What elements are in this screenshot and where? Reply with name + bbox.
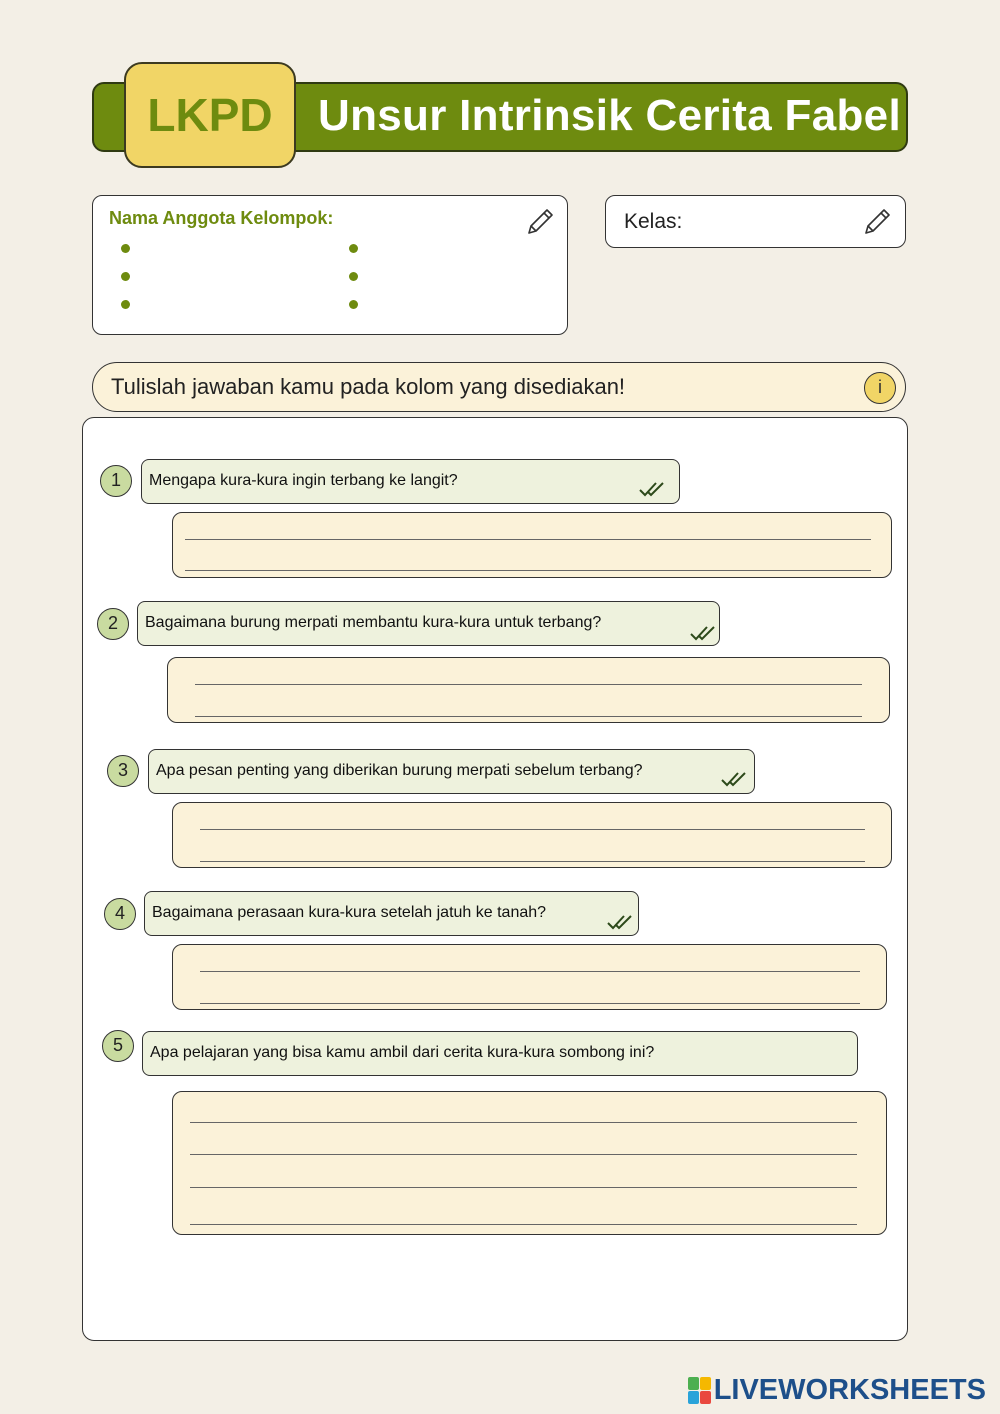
lkpd-badge: LKPD: [124, 62, 296, 168]
page-title: Unsur Intrinsik Cerita Fabel: [318, 91, 901, 140]
member-bullet: [349, 272, 358, 281]
member-bullet: [121, 272, 130, 281]
answer-line: [190, 1154, 857, 1155]
question-text: Apa pesan penting yang diberikan burung merpati sebelum terbang?: [156, 762, 643, 779]
answer-field[interactable]: [172, 1091, 887, 1235]
pencil-icon[interactable]: [523, 205, 557, 239]
answer-line: [200, 971, 860, 972]
class-field[interactable]: [605, 195, 906, 248]
answer-field[interactable]: [172, 802, 892, 868]
answer-line: [195, 684, 862, 685]
answer-line: [190, 1224, 857, 1225]
question-number: 3: [107, 755, 139, 787]
question-number: 1: [100, 465, 132, 497]
answer-line: [200, 829, 865, 830]
member-bullet: [349, 244, 358, 253]
answer-line: [200, 1003, 860, 1004]
question-text: Apa pelajaran yang bisa kamu ambil dari cerita kura-kura sombong ini?: [150, 1044, 655, 1061]
question-box: [142, 1031, 858, 1076]
member-bullet: [349, 300, 358, 309]
question-text: Bagaimana perasaan kura-kura setelah jatuh ke tanah?: [152, 904, 547, 921]
group-members-box: [92, 195, 568, 335]
question-text: Mengapa kura-kura ingin terbang ke langit?: [149, 472, 458, 489]
answer-field[interactable]: [172, 944, 887, 1010]
answer-field[interactable]: [167, 657, 890, 723]
liveworksheets-logo[interactable]: [688, 1374, 986, 1406]
question-text: Bagaimana burung merpati membantu kura-kura untuk terbang?: [145, 614, 602, 631]
answer-line: [185, 570, 871, 571]
question-box: [137, 601, 720, 646]
info-icon: i: [864, 372, 896, 404]
answer-line: [190, 1187, 857, 1188]
instruction-banner: [92, 362, 906, 412]
question-box: [141, 459, 680, 504]
question-number: 2: [97, 608, 129, 640]
answer-line: [190, 1122, 857, 1123]
member-bullet: [121, 244, 130, 253]
answer-field[interactable]: [172, 512, 892, 578]
double-check-icon: [638, 478, 668, 500]
pencil-icon[interactable]: [860, 205, 894, 239]
answer-line: [195, 716, 862, 717]
double-check-icon: [720, 768, 750, 790]
double-check-icon: [606, 911, 636, 933]
answer-line: [200, 861, 865, 862]
question-box: [144, 891, 639, 936]
question-number: 4: [104, 898, 136, 930]
instruction-text: Tulislah jawaban kamu pada kolom yang disediakan!: [111, 374, 626, 399]
class-label: Kelas:: [624, 210, 683, 233]
member-bullet: [121, 300, 130, 309]
answer-line: [185, 539, 871, 540]
double-check-icon: [689, 622, 719, 644]
group-members-label: Nama Anggota Kelompok:: [109, 208, 334, 228]
question-number: 5: [102, 1030, 134, 1062]
footer-brand: LIVEWORKSHEETS: [713, 1373, 986, 1406]
liveworksheets-mark-icon: [688, 1377, 710, 1403]
question-box: [148, 749, 755, 794]
